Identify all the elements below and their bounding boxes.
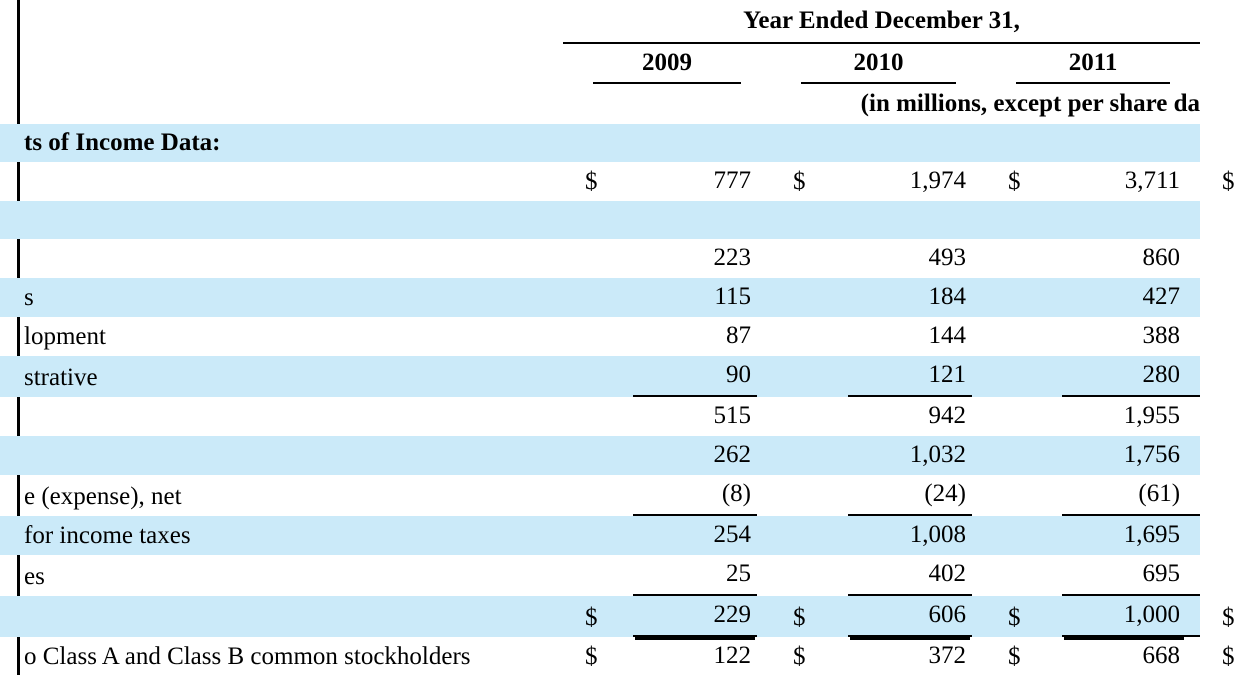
table-row (0, 317, 1200, 356)
table-row (0, 239, 1200, 278)
row-value-cell (563, 201, 771, 239)
header-units-blank (0, 84, 563, 124)
row-value: 184 (928, 283, 966, 310)
row-value: 695 (1062, 555, 1186, 596)
section-title-c1 (563, 124, 771, 162)
row-value-cell (986, 201, 1200, 239)
row-value: 388 (1142, 322, 1181, 349)
row-value: 515 (713, 402, 751, 429)
header-title-blank (0, 0, 563, 43)
row-value-cell (986, 239, 1200, 278)
header-year-columns (0, 43, 1200, 82)
row-value: 942 (928, 402, 966, 429)
row-value: 1,974 (909, 167, 966, 194)
row-value-cell (771, 317, 986, 356)
row-value: (24) (848, 475, 972, 516)
row-value-cell (771, 162, 986, 201)
header-units-row (0, 84, 1200, 124)
row-value: 87 (726, 322, 751, 349)
row-value-cell (771, 201, 986, 239)
row-label: lopment (24, 323, 106, 350)
currency-symbol: $ (1008, 643, 1021, 670)
row-value: 122 (713, 642, 751, 669)
row-value-cell (771, 637, 986, 676)
row-label (0, 239, 563, 278)
row-value: 1,955 (1123, 402, 1181, 429)
row-label: for income taxes (0, 516, 563, 555)
row-value: 229 (633, 596, 757, 637)
row-label: s (0, 278, 563, 317)
row-value-cell (563, 397, 771, 436)
row-value-cell (771, 239, 986, 278)
row-value: 1,032 (909, 441, 966, 468)
row-value: 427 (1142, 283, 1181, 310)
row-label: e (expense), net (24, 483, 182, 510)
row-value-cell (563, 596, 771, 637)
financial-rows (0, 162, 1235, 676)
row-value: (8) (633, 475, 757, 516)
table-row (0, 278, 1200, 317)
header-year-2009: 2009 (642, 49, 692, 76)
currency-symbol: $ (1222, 643, 1235, 670)
table-row (0, 555, 1200, 596)
row-value-cell (986, 475, 1200, 516)
row-value: 280 (1062, 356, 1186, 397)
row-value: 121 (848, 356, 972, 397)
row-value-cell (986, 637, 1200, 676)
table-row (0, 397, 1200, 436)
row-value: 25 (633, 555, 757, 596)
row-label: es (24, 563, 45, 590)
row-value-cell (771, 397, 986, 436)
row-label (0, 201, 563, 239)
row-value: 1,756 (1123, 441, 1181, 468)
table-row (0, 516, 1200, 555)
currency-symbol: $ (585, 604, 598, 631)
currency-symbol: $ (585, 643, 598, 670)
currency-symbol: $ (1008, 168, 1021, 195)
row-value-cell (986, 516, 1200, 555)
header-units-note: (in millions, except per share da (860, 90, 1201, 117)
row-value-cell (771, 516, 986, 555)
row-value-cell (771, 555, 986, 596)
row-value: 1,008 (909, 521, 966, 548)
section-title-c2 (771, 124, 986, 162)
table-row (0, 596, 1200, 637)
row-value: 1,000 (1062, 596, 1186, 637)
header-years-blank (0, 43, 563, 82)
row-value-cell (771, 278, 986, 317)
table-row (0, 201, 1200, 239)
currency-symbol: $ (793, 168, 806, 195)
row-label (0, 397, 563, 436)
currency-symbol: $ (1222, 604, 1235, 631)
row-value-cell (771, 596, 986, 637)
row-label: strative (0, 356, 563, 397)
row-value-cell (563, 516, 771, 555)
row-value-cell (563, 356, 771, 397)
row-value: 223 (713, 244, 751, 271)
row-value: 115 (714, 283, 751, 310)
table-row (0, 356, 1200, 397)
section-title-row (0, 124, 1200, 162)
header-year-2011: 2011 (1068, 49, 1118, 76)
row-value-cell (771, 356, 986, 397)
row-value-cell (986, 317, 1200, 356)
header-year-ended-label: Year Ended December 31, (563, 0, 1200, 43)
row-value-cell (563, 555, 771, 596)
table-row (0, 637, 1200, 676)
row-value-cell (563, 278, 771, 317)
header-year-2010: 2010 (853, 49, 904, 76)
row-value-cell (563, 317, 771, 356)
row-value-cell (771, 436, 986, 475)
currency-symbol: $ (585, 168, 598, 195)
row-value: 1,695 (1123, 521, 1181, 548)
row-value-cell (563, 239, 771, 278)
row-value: 144 (928, 322, 966, 349)
row-value: 777 (713, 167, 751, 194)
table-row (0, 475, 1200, 516)
currency-symbol: $ (1222, 168, 1235, 195)
row-value: 860 (1142, 244, 1181, 271)
row-value: 262 (713, 441, 751, 468)
row-value: 668 (1142, 642, 1181, 669)
row-label: o Class A and Class B common stockholders (24, 643, 471, 670)
row-value: (61) (1062, 475, 1186, 516)
section-title-label: ts of Income Data: (0, 124, 563, 162)
row-value-cell (563, 436, 771, 475)
table-row (0, 436, 1200, 475)
row-value-cell (563, 475, 771, 516)
currency-symbol: $ (793, 604, 806, 631)
row-value-cell (986, 278, 1200, 317)
row-value: 372 (928, 642, 966, 669)
row-label (0, 596, 563, 637)
row-label (0, 162, 563, 201)
row-value-cell (563, 162, 771, 201)
row-value: 3,711 (1124, 167, 1181, 194)
row-value-cell (986, 596, 1200, 637)
row-value-cell (986, 162, 1200, 201)
row-value-cell (986, 436, 1200, 475)
row-value: 402 (848, 555, 972, 596)
row-value-cell (986, 356, 1200, 397)
row-value-cell (986, 397, 1200, 436)
currency-symbol: $ (793, 643, 806, 670)
row-value: 254 (713, 521, 751, 548)
section-title-c3 (986, 124, 1200, 162)
row-value-cell (771, 475, 986, 516)
row-value: 493 (928, 244, 966, 271)
row-value-cell (986, 555, 1200, 596)
header-title-row (0, 0, 1200, 43)
row-value: 90 (633, 356, 757, 397)
row-value-cell (563, 637, 771, 676)
currency-symbol: $ (1008, 604, 1021, 631)
table-row (0, 162, 1200, 201)
row-label (0, 436, 563, 475)
row-value: 606 (848, 596, 972, 637)
